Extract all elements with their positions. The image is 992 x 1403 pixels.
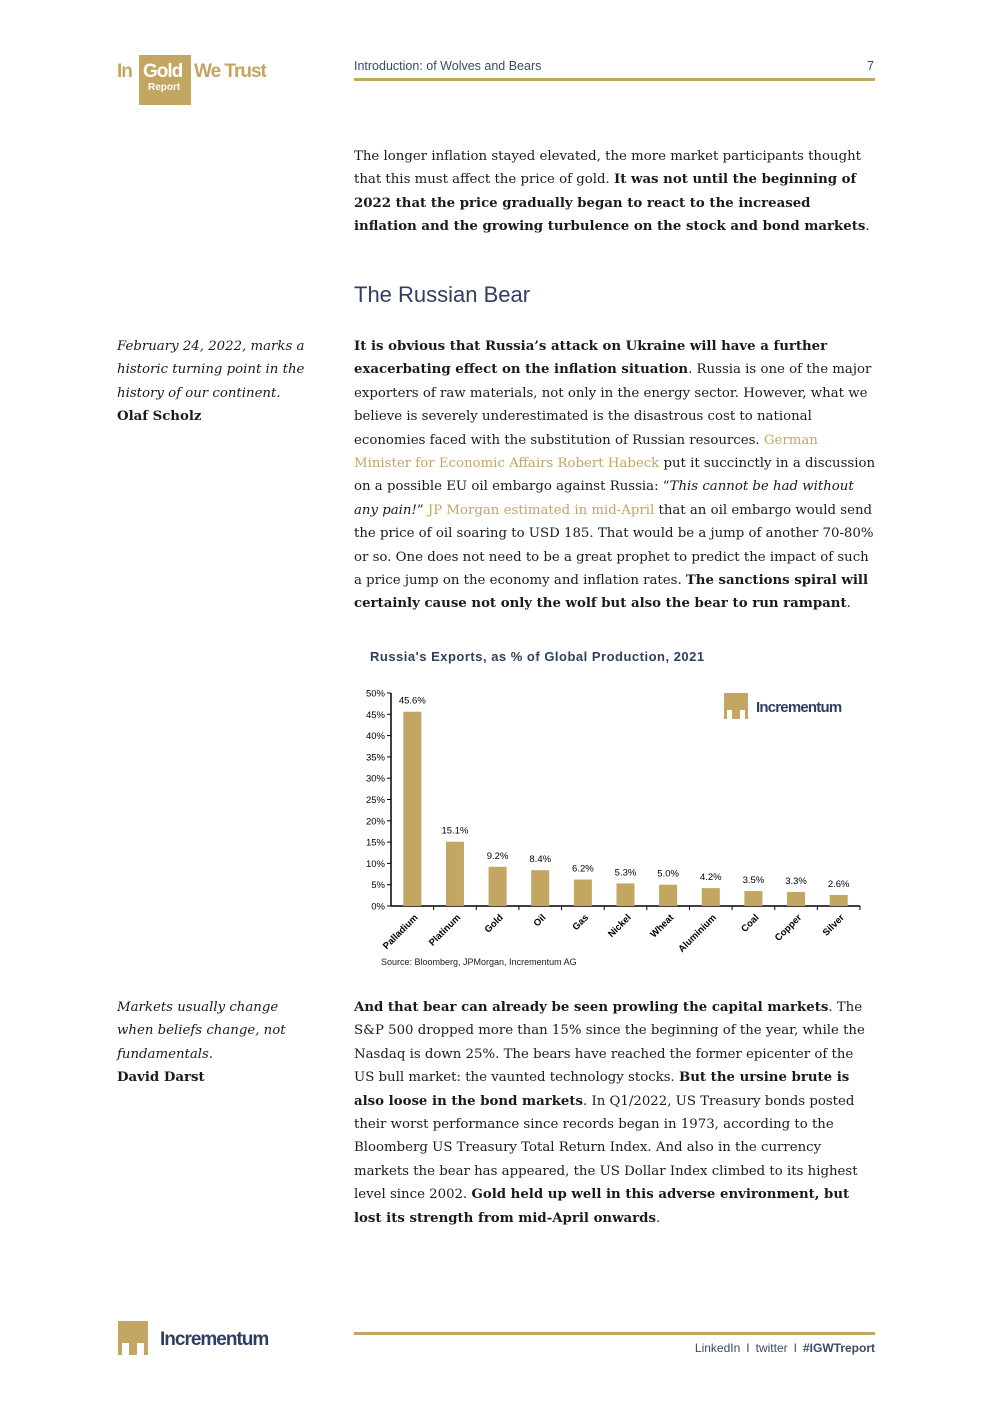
data-label: 4.2% [699,872,722,884]
data-label: 9.2% [486,850,509,862]
bar [531,870,549,906]
bar [659,885,677,906]
y-tick-label: 45% [365,709,385,721]
bear-bold-3: Gold held up well in this adverse environment, but lost its strength from mid-April onwards [354,1187,850,1226]
habeck-link[interactable]: German Minister for Economic Affairs Robert Habeck [354,432,818,472]
russia-exports-bar-chart [340,640,880,975]
quote-author: Olaf Scholz [117,409,202,425]
x-tick-label: Wheat [648,912,677,941]
section-heading: The Russian Bear [354,282,531,307]
logo-we-trust-text: We Trust [194,61,266,82]
bar [787,892,805,906]
data-label: 5.3% [614,867,637,879]
data-label: 3.3% [785,875,807,887]
bar [446,842,464,906]
y-tick-label: 15% [365,837,385,849]
footer-links [560,1341,875,1355]
y-tick-label: 20% [365,816,385,828]
bear-text-3: . [655,1210,661,1226]
chart-source: Source: Bloomberg, JPMorgan, Incrementum AG [381,957,577,967]
logo-gold-text: Gold [143,61,183,82]
data-label: 5.0% [657,868,679,880]
header-section-title: Introduction: of Wolves and Bears [354,59,542,73]
x-tick-label: Gas [570,912,591,933]
russia-text-2: put it succinctly in a discussion on a possible EU oil embargo against Russia: “ [354,456,876,495]
bar [702,888,720,906]
header-divider [354,78,875,81]
bar [574,880,592,906]
y-tick-label: 0% [371,901,385,913]
data-label: 15.1% [441,825,469,837]
russia-bold-2: The sanctions spiral will certainly cause not only the wolf but also the bear to run rampant [354,573,869,612]
data-label: 6.2% [572,863,594,875]
bear-text-2: . In Q1/2022, US Treasury bonds posted their worst performance since records began in 1973, according to the Bloomberg US Treasury Total Return Index. And also in the currency markets the bear has appeared, the US Dollar Index climbed to its highest level since 2002. [354,1093,858,1203]
x-tick-label: Gold [482,912,506,936]
intro-bold: It was not until the beginning of 2022 that the price gradually began to react to the increased inflation and the growing turbulence on the stock and bond markets [354,172,866,235]
footer-divider [354,1332,875,1335]
bear-markets-paragraph [354,996,876,1230]
x-tick-label: Aluminium [676,912,719,955]
quote-author: David Darst [117,1070,205,1086]
bear-bold-2: But the ursine brute is also loose in the bond markets [354,1070,850,1109]
bar [830,895,848,906]
incrementum-footer-logo [118,1321,288,1355]
bear-bold-1: And that bear can already be seen prowling the capital markets [354,1000,829,1015]
russia-text-3: ” [416,502,428,518]
russia-paragraph [354,335,876,616]
y-tick-label: 30% [365,773,385,785]
x-tick-label: Oil [531,912,549,930]
intro-text: The longer inflation stayed elevated, the more market participants thought that this must affect the price of gold. [354,149,861,188]
watermark-logo-notch [740,710,745,719]
quote-text: February 24, 2022, marks a historic turning point in the history of our continent. [117,339,305,401]
y-tick-label: 5% [371,880,385,892]
bear-text-1: . The S&P 500 dropped more than 15% since the beginning of the year, while the Nasdaq is down 25%. The bears have reached the former epicenter of the US bull market: the vaunted technology stocks. [354,1000,865,1086]
russia-text-1: . Russia is one of the major exporters of raw materials, not only in the energy sector. However, what we believe is severely underestimated is the disastrous cost to national economies faced with the substitution of Russian resources. [354,362,872,448]
side-quote-scholz [117,335,317,429]
x-tick-label: Copper [772,912,805,944]
x-tick-label: Palladium [380,912,421,952]
bar [489,867,507,906]
intro-text-end: . [865,219,870,235]
russia-text-4: that an oil embargo would send the price of oil soaring to USD 185. That would be a jump of another 70-80% or so. One does not need to be a great prophet to predict the impact of such a price jump on the economy and inflation rates. [354,502,874,589]
y-tick-label: 50% [365,688,385,700]
x-tick-label: Platinum [426,912,464,949]
x-tick-label: Coal [739,912,762,935]
quote-text: Markets usually change when beliefs change, not fundamentals. [117,1000,286,1062]
x-tick-label: Nickel [606,912,634,940]
y-tick-label: 40% [365,731,385,743]
y-tick-label: 10% [365,858,385,870]
data-label: 8.4% [529,854,552,866]
incrementum-logo-notch-right [137,1343,144,1355]
hashtag-link[interactable]: #IGWTreport [802,1341,875,1355]
bar [403,712,421,906]
intro-paragraph [354,145,876,239]
footer-separator: I [793,1341,797,1355]
watermark-logo-notch [727,710,732,719]
bar [744,891,762,906]
linkedin-link[interactable]: LinkedIn [694,1341,741,1355]
y-tick-label: 35% [365,752,385,764]
data-label: 2.6% [827,878,850,890]
logo-in-text: In [117,61,132,82]
russia-bold-1: It is obvious that Russia’s attack on Ukraine will have a further exacerbating effect on the inflation situation [354,339,828,378]
footer-separator: I [746,1341,750,1355]
watermark-text: Incrementum [756,699,842,716]
page-number: 7 [867,59,874,73]
habeck-quote: This cannot be had without any pain! [354,479,854,518]
jp-morgan-link[interactable]: JP Morgan estimated in mid-April [427,502,655,518]
in-gold-we-trust-logo [117,55,287,105]
y-tick-label: 25% [365,795,385,806]
data-label: 3.5% [742,875,765,887]
russia-text-5: . [846,596,851,612]
side-quote-darst [117,996,317,1090]
incrementum-logo-notch-left [122,1343,129,1355]
logo-report-text: Report [148,82,181,93]
x-tick-label: Silver [820,912,847,939]
footer-logo-text: Incrementum [160,1329,269,1350]
data-label: 45.6% [398,695,426,707]
chart-title: Russia's Exports, as % of Global Production, 2021 [370,649,705,664]
twitter-link[interactable]: twitter [755,1341,788,1355]
bar [617,883,635,906]
